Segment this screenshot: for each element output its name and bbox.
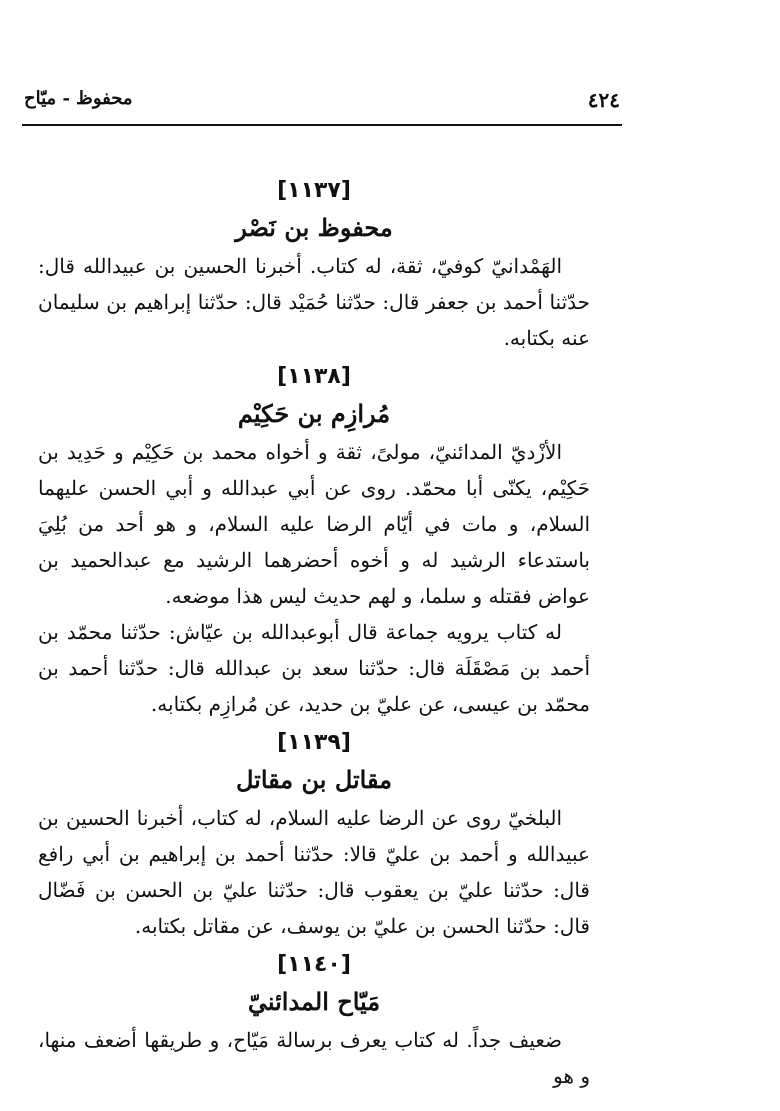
entry-number: [١١٣٧] bbox=[277, 178, 351, 203]
entry-1138 bbox=[38, 360, 590, 722]
header-rule bbox=[22, 124, 622, 126]
entry-number: [١١٣٩] bbox=[277, 730, 351, 755]
entry-paragraph: ضعيف جداً. له كتاب يعرف برسالة مَيّاح، و طريقها أضعف منها، و هو bbox=[38, 1028, 590, 1088]
entry-1137 bbox=[38, 174, 590, 356]
entry-paragraph: البلخيّ روى عن الرضا عليه السلام، له كتاب، أخبرنا الحسين بن عبيدالله و أحمد بن عليّ قالا: حدّثنا أحمد بن إبراهيم بن أبي رافع قال: حدّثنا عليّ بن يعقوب قال: حدّثنا عليّ بن الحسن بن فَضّال قال: حدّثنا الحسن بن عليّ بن يوسف، عن مقاتل بكتابه. bbox=[38, 806, 590, 938]
entry-1139 bbox=[38, 726, 590, 944]
entry-number: [١١٤٠] bbox=[277, 952, 351, 977]
entry-paragraph: الأزْديّ المدائنيّ، مولىً، ثقة و أخواه محمد بن حَكِيْم و حَدِيد بن حَكِيْم، يكنّى أبا محمّد. روى عن أبي عبدالله و أبي الحسن عليهما السلام، و مات في أيّام الرضا عليه السلام، و هو أحد من بُلِيَ باستدعاء الرشيد له و أخوه أحضرهما الرشيد مع عبدالحميد بن عواض فقتله و سلما، و لهم حديث ليس هذا موضعه. bbox=[38, 440, 591, 608]
entry-name: مُرازِم بن حَكِيْم bbox=[237, 399, 391, 428]
entry-paragraph: الهَمْدانيّ كوفيّ، ثقة، له كتاب. أخبرنا الحسين بن عبيدالله قال: حدّثنا أحمد بن جعفر قال: حدّثنا حُمَيْد قال: حدّثنا إبراهيم بن سليمان عنه بكتابه. bbox=[38, 254, 591, 350]
entry-name: محفوظ بن نَصْر bbox=[235, 213, 393, 242]
entry-name: مقاتل بن مقاتل bbox=[236, 765, 392, 794]
running-title: محفوظ - ميّاح bbox=[24, 88, 133, 109]
page-number: ٤٢٤ bbox=[587, 88, 620, 112]
entry-name: مَيّاح المدائنيّ bbox=[247, 987, 381, 1016]
page-body bbox=[38, 170, 590, 1094]
entry-number: [١١٣٨] bbox=[277, 364, 351, 389]
page-header bbox=[24, 88, 620, 116]
entry-1140 bbox=[38, 948, 590, 1094]
entry-paragraph: له كتاب يرويه جماعة قال أبوعبدالله بن عيّاش: حدّثنا محمّد بن أحمد بن مَصْقَلَة قال: حدّثنا سعد بن عبدالله قال: حدّثنا أحمد بن محمّد بن عيسى، عن عليّ بن حديد، عن مُرازِم بكتابه. bbox=[38, 620, 590, 716]
